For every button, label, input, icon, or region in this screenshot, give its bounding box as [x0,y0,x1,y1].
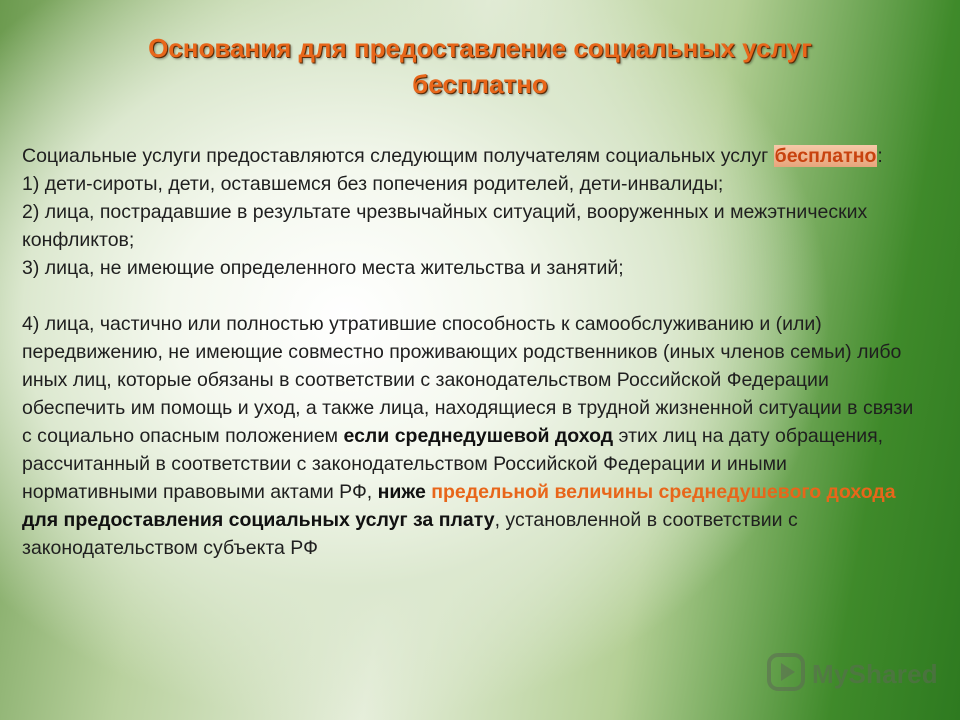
item4-text-end: , установленной в соответствии с законодательством субъекта РФ [22,509,798,559]
list-item-1: 1) дети-сироты, дети, оставшемся без попечения родителей, дети-инвалиды; [22,173,724,195]
list-item-3: 3) лица, не имеющие определенного места жительства и занятий; [22,257,624,279]
title-line-2: бесплатно [412,69,548,99]
watermark [766,652,938,696]
list-item-2: 2) лица, пострадавшие в результате чрезвычайных ситуаций, вооруженных и межэтнических конфликтов; [22,201,868,251]
item4-orange-limit: предельной величины среднедушевого дохода [431,481,896,503]
title-line-1: Основания для предоставление социальных услуг [148,33,812,63]
paragraph-gap [22,282,922,310]
item4-text-1: 4) лица, частично или полностью утратившие способность к самообслуживанию и (или) передвижению, не имеющие совместно проживающих родственников (иных членов семьи) либо иных лиц, которые обязаны в соответствии с законодательством Российской Федерации обеспечить им помощь и уход, а также лица, находящиеся в трудной жизненной ситуации в связи с социально опасным положением [22,313,914,447]
slide-body [22,142,922,562]
item4-bold-paid: для предоставления социальных услуг за плату [22,509,495,531]
list-item-4 [22,310,922,562]
intro-highlight: бесплатно [774,145,877,167]
item4-text-2: этих лиц на дату обращения, рассчитанный в соответствии с законодательством Российской Федерации и иными нормативными правовыми актами РФ, [22,425,884,503]
play-icon [766,652,806,697]
watermark-text: MyShared [812,658,938,689]
intro-colon: : [877,145,883,167]
intro-text: Социальные услуги предоставляются следующим получателям социальных услуг [22,145,774,167]
item4-bold-income: если среднедушевой доход [343,425,614,447]
slide-title [40,30,920,102]
intro-paragraph [22,142,922,170]
item4-bold-below: ниже [377,481,426,503]
